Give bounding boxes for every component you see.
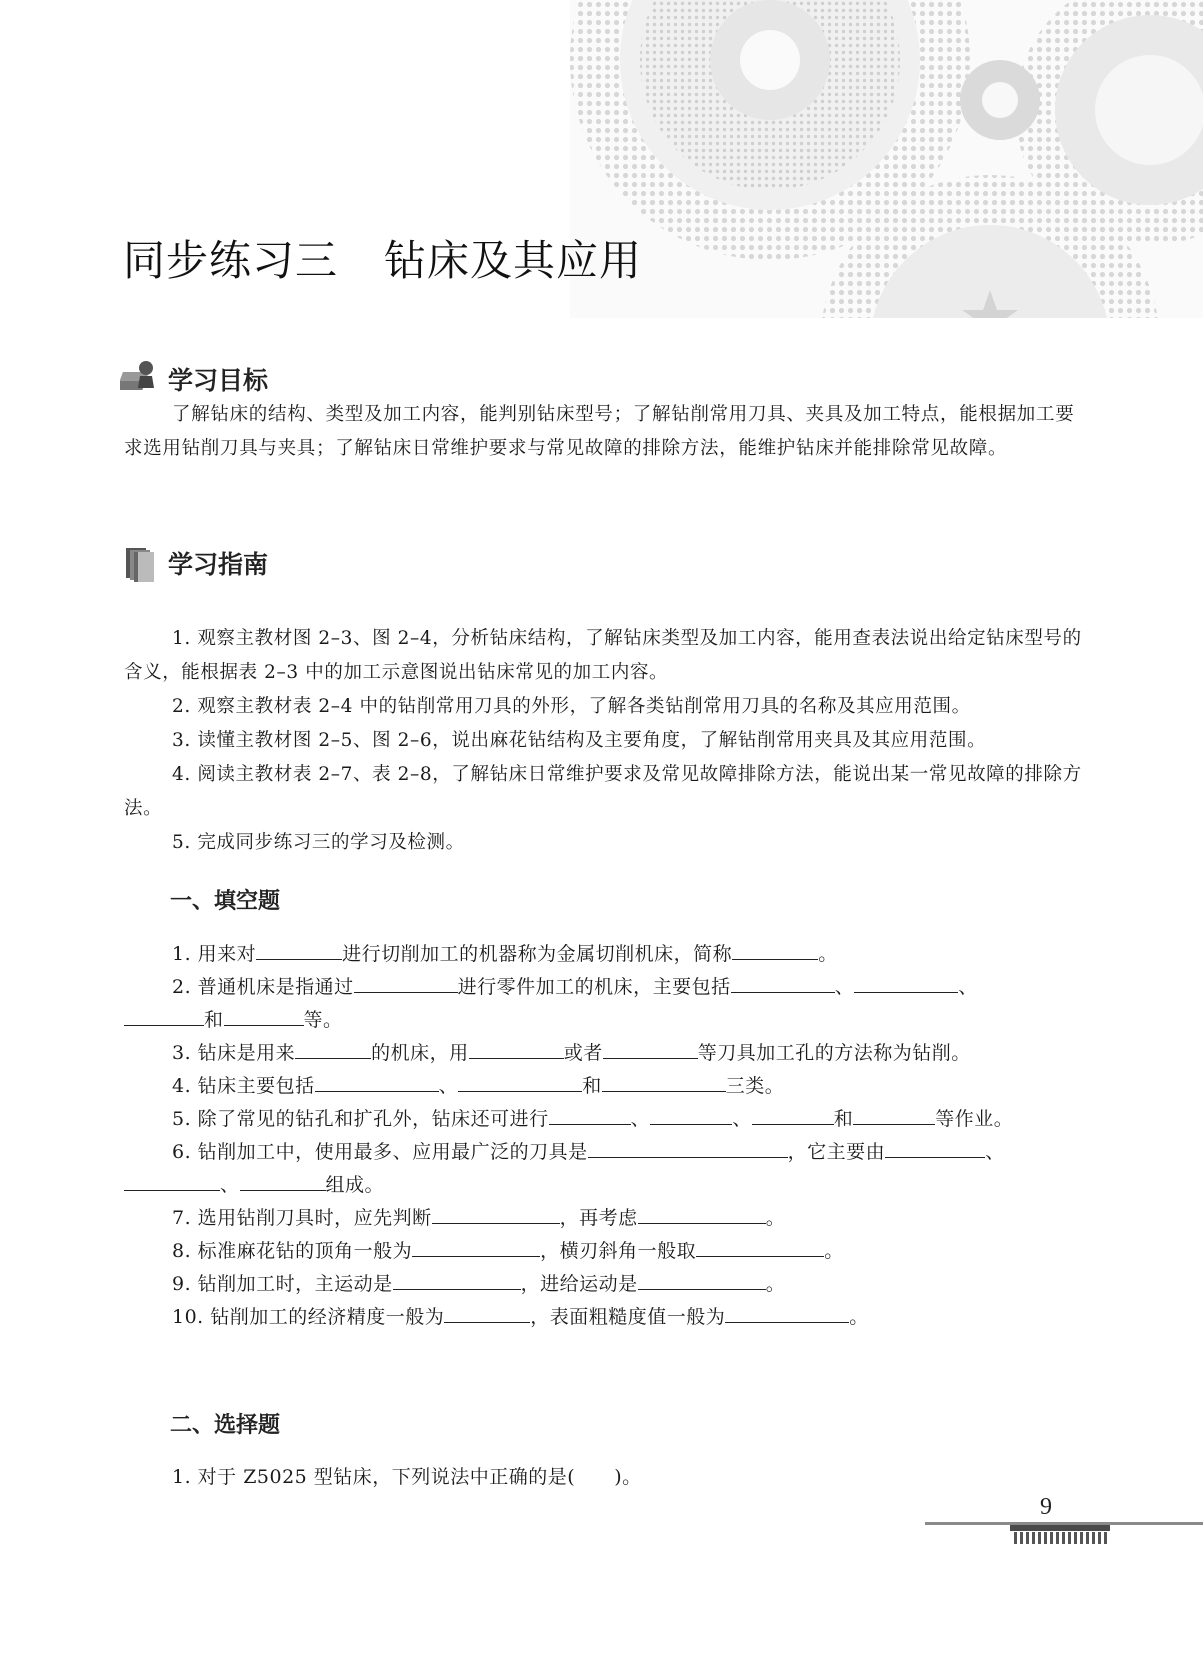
fill-in-list [124,938,1084,1334]
fill-question-4 [124,1070,1084,1103]
answer-blank[interactable] [295,1038,371,1059]
q5-text: 等作业。 [935,1108,1014,1130]
answer-blank[interactable] [469,1038,564,1059]
objectives-header [120,356,268,402]
q5-text: 和 [833,1108,854,1130]
q2-text: 、 [958,976,978,998]
answer-blank[interactable] [650,1104,732,1125]
q7-text: ，再考虑 [559,1207,638,1229]
q9-text: 9. 钻削加工时，主运动是 [172,1273,393,1295]
guide-item-text: 5. 完成同步练习三的学习及检测。 [172,832,465,853]
guide-item [124,758,1084,826]
answer-blank[interactable] [885,1137,985,1158]
answer-blank[interactable] [602,1071,726,1092]
answer-blank[interactable] [315,1071,439,1092]
q5-text: 5. 除了常见的钻孔和扩孔外，钻床还可进行 [172,1108,549,1130]
answer-blank[interactable] [444,1302,530,1323]
guide-header [120,540,268,586]
q2-text: 、 [834,976,855,998]
answer-blank[interactable] [432,1203,560,1224]
answer-blank[interactable] [549,1104,631,1125]
guide-item-text: 1. 观察主教材图 2–3、图 2–4，分析钻床结构，了解钻床类型及加工内容，能用查表法说出给定钻床型号的含义，能根据表 2–3 中的加工示意图说出钻床常见的加工内容。 [124,628,1082,683]
q7-text: 。 [765,1207,786,1229]
q5-text: 、 [630,1108,651,1130]
fill-question-1 [124,938,1084,971]
q1-text: 。 [818,943,838,965]
q10-text: 。 [849,1306,869,1328]
q6-text: 组成。 [325,1174,385,1196]
q9-text: 。 [765,1273,786,1295]
q10-text: ，表面粗糙度值一般为 [530,1306,726,1328]
q3-text: 等刀具加工孔的方法称为钻削。 [697,1042,971,1064]
answer-blank[interactable] [603,1038,698,1059]
objectives-heading: 学习目标 [168,366,269,395]
answer-blank[interactable] [725,1302,849,1323]
q2-text: 进行零件加工的机床，主要包括 [457,976,731,998]
q1-text: 进行切削加工的机器称为金属切削机床，简称 [342,943,733,965]
q8-text: 8. 标准麻花钻的顶角一般为 [172,1240,413,1262]
small-gear-icon [960,60,1040,140]
answer-blank[interactable] [393,1269,521,1290]
guide-item [124,724,1084,758]
footer-ticks [1014,1532,1109,1544]
guide-item [124,690,1084,724]
answer-blank[interactable] [853,1104,935,1125]
page-title [123,228,642,288]
guide-item-text: 4. 阅读主教材表 2–7、表 2–8，了解钻床日常维护要求及常见故障排除方法，能说出某一常见故障的排除方法。 [124,764,1082,819]
guide-item [124,622,1084,690]
study-objectives-icon [120,358,162,400]
q10-text: 10. 钻削加工的经济精度一般为 [172,1306,445,1328]
q2-text: 和 [204,1009,224,1031]
fill-question-8 [124,1235,1084,1268]
objectives-text-content: 了解钻床的结构、类型及加工内容，能判别钻床型号；了解钻削常用刀具、夹具及加工特点，能根据加工要求选用钻削刀具与夹具；了解钻床日常维护要求与常见故障的排除方法，能维护钻床并能排除常见故障。 [124,404,1075,459]
q3-text: 3. 钻床是用来 [172,1042,296,1064]
fill-in-heading: 一、填空题 [170,889,281,914]
fill-question-3 [124,1037,1084,1070]
page-number: 9 [1040,1494,1052,1520]
q1-text: 1. 用来对 [172,943,257,965]
fill-question-2 [124,971,1084,1037]
guide-item-text: 3. 读懂主教材图 2–5、图 2–6，说出麻花钻结构及主要角度，了解钻削常用夹具及其应用范围。 [172,730,987,751]
fill-question-6 [124,1136,1084,1202]
answer-blank[interactable] [412,1236,540,1257]
footer-block [1010,1525,1110,1531]
guide-item [124,826,1084,860]
objectives-text [124,398,1084,466]
gear-header-decoration [0,0,1203,340]
q4-text: 、 [438,1075,459,1097]
q8-text: ，横刃斜角一般取 [540,1240,697,1262]
fill-question-9 [124,1268,1084,1301]
q8-text: 。 [824,1240,844,1262]
guide-list [124,622,1084,860]
q4-text: 4. 钻床主要包括 [172,1075,315,1097]
q4-text: 三类。 [725,1075,785,1097]
study-guide-icon [120,542,162,584]
answer-blank[interactable] [732,939,818,960]
answer-blank[interactable] [731,972,835,993]
q2-text: 2. 普通机床是指通过 [172,976,354,998]
q6-text: 、 [985,1141,1005,1163]
answer-blank[interactable] [256,939,342,960]
q6-text: 、 [220,1174,240,1196]
answer-blank[interactable] [588,1137,788,1158]
choice-heading: 二、选择题 [170,1413,281,1438]
q3-text: 或者 [563,1042,603,1064]
q7-text: 7. 选用钻削刀具时，应先判断 [172,1207,432,1229]
guide-heading: 学习指南 [168,550,269,579]
answer-blank[interactable] [240,1170,326,1191]
answer-blank[interactable] [638,1269,766,1290]
answer-blank[interactable] [752,1104,834,1125]
fill-question-7 [124,1202,1084,1235]
fill-question-5 [124,1103,1084,1136]
answer-blank[interactable] [124,1005,204,1026]
title-part1: 同步练习三 [123,236,339,285]
answer-blank[interactable] [224,1005,304,1026]
answer-blank[interactable] [458,1071,582,1092]
answer-blank[interactable] [854,972,958,993]
guide-item-text: 2. 观察主教材表 2–4 中的钻削常用刀具的外形，了解各类钻削常用刀具的名称及其应用范围。 [172,696,971,717]
answer-blank[interactable] [638,1203,766,1224]
q6-text: ，它主要由 [787,1141,886,1163]
title-part2: 钻床及其应用 [384,236,643,285]
answer-blank[interactable] [124,1170,220,1191]
answer-blank[interactable] [354,972,458,993]
answer-blank[interactable] [696,1236,824,1257]
q2-text: 等。 [303,1009,343,1031]
q9-text: ，进给运动是 [520,1273,638,1295]
fill-question-10 [124,1301,1084,1334]
q3-text: 的机床，用 [371,1042,469,1064]
q6-text: 6. 钻削加工中，使用最多、应用最广泛的刀具是 [172,1141,588,1163]
choice-question-1: 1. 对于 Z5025 型钻床，下列说法中正确的是( )。 [172,1466,642,1488]
q4-text: 和 [582,1075,602,1097]
q5-text: 、 [732,1108,752,1130]
